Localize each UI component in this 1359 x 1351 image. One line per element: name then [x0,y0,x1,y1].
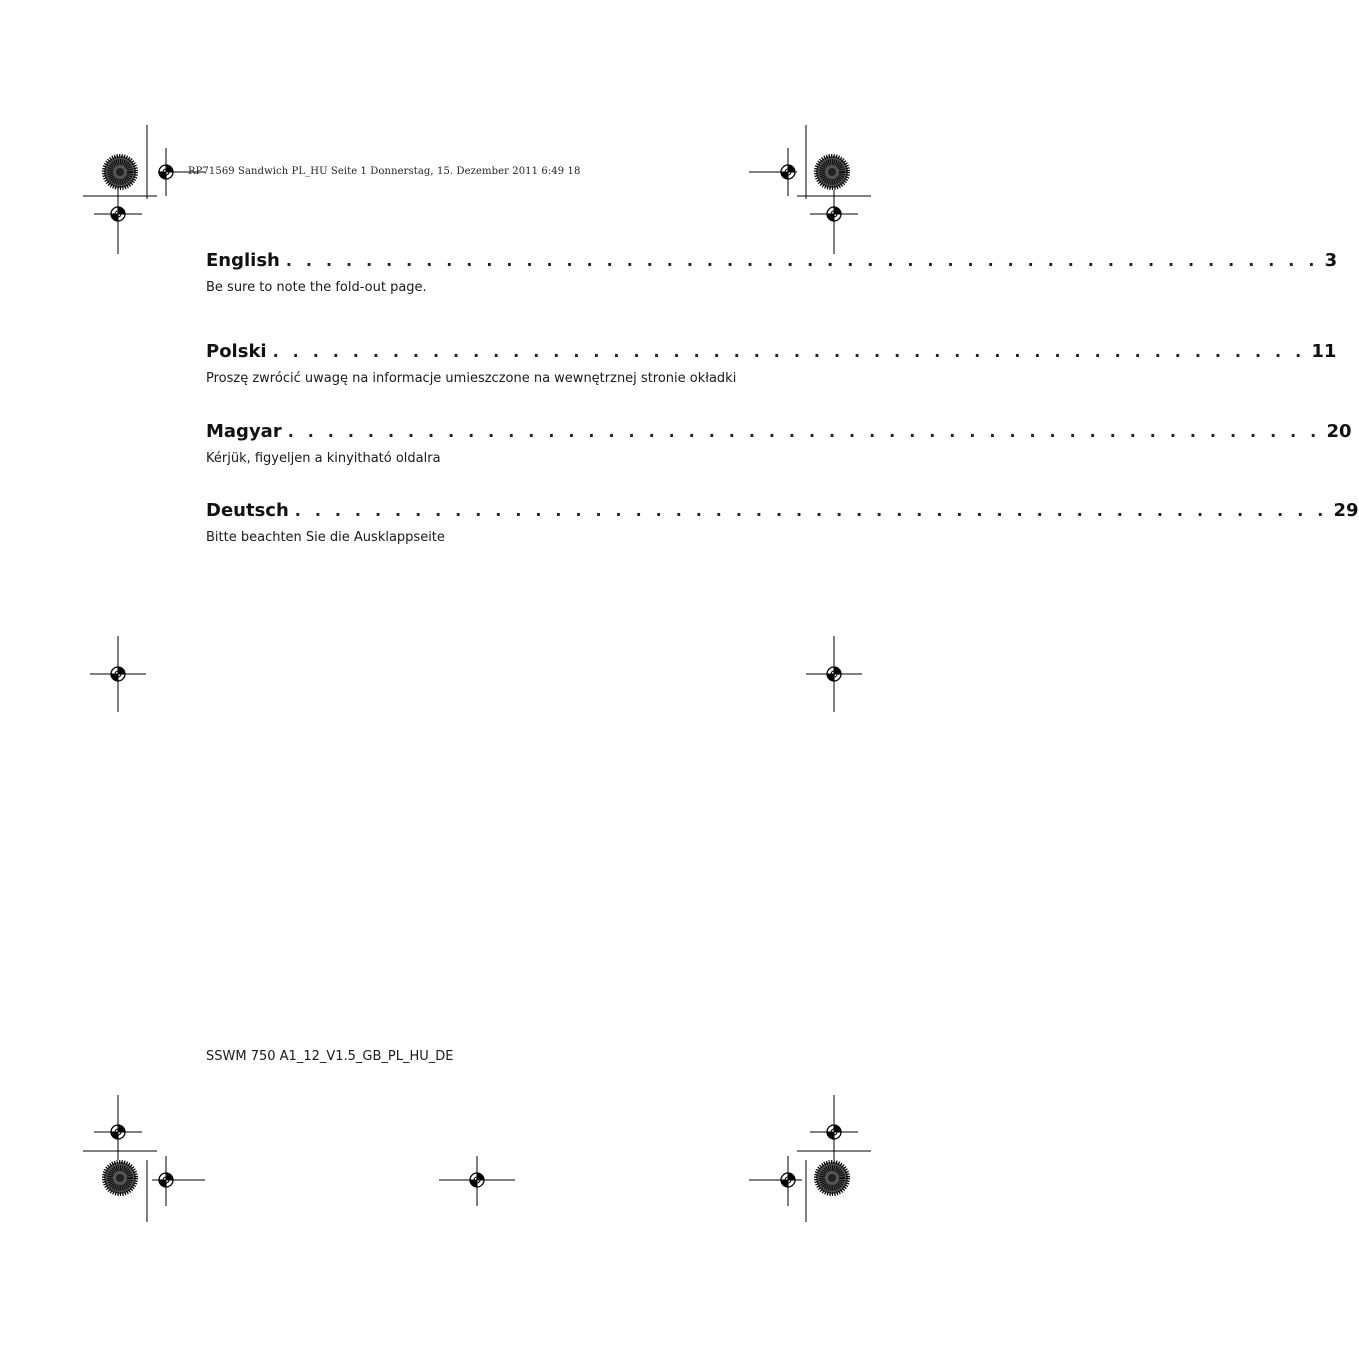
color-bar-star [816,1162,848,1194]
toc-page-number: 29 [1333,500,1359,521]
toc-language: English [206,250,280,271]
toc-leader-dots: . . . . . . . . . . . . . . . . . . . . . . . . . . . . . . . . . . . . . . . . . . . . . . . . . . . . [294,501,1328,520]
toc-entry-deutsch[interactable] [206,500,1359,545]
registration-mark [111,667,125,681]
color-bar-star [104,1162,136,1194]
registration-mark [827,207,841,221]
toc-page-number: 3 [1324,250,1338,271]
toc-note: Bitte beachten Sie die Ausklappseite [206,530,445,545]
registration-mark [111,207,125,221]
toc-note: Be sure to note the fold-out page. [206,280,427,295]
toc-note: Kérjük, figyeljen a kinyitható oldalra [206,451,441,466]
registration-mark [159,165,173,179]
color-bar-star [104,156,136,188]
toc-leader-dots: . . . . . . . . . . . . . . . . . . . . . . . . . . . . . . . . . . . . . . . . . . . . . . . . . . . . [285,251,1319,270]
document-code: SSWM 750 A1_12_V1.5_GB_PL_HU_DE [206,1049,454,1064]
toc-entry-polski[interactable] [206,341,1337,386]
color-bar-star [816,156,848,188]
print-slug-header: RP71569 Sandwich PL_HU Seite 1 Donnerstag, 15. Dezember 2011 6:49 18 [188,166,581,177]
toc-language: Magyar [206,421,282,442]
toc-leader-dots: . . . . . . . . . . . . . . . . . . . . . . . . . . . . . . . . . . . . . . . . . . . . . . . . . . . . [272,342,1306,361]
toc-page-number: 20 [1326,421,1352,442]
registration-mark [827,667,841,681]
registration-mark [781,1173,795,1187]
toc-entry-english[interactable] [206,250,1338,295]
registration-mark [827,1125,841,1139]
registration-mark [470,1173,484,1187]
registration-mark [111,1125,125,1139]
toc-page-number: 11 [1311,341,1337,362]
registration-mark [159,1173,173,1187]
toc-language: Deutsch [206,500,289,521]
toc-note: Proszę zwrócić uwagę na informacje umieszczone na wewnętrznej stronie okładki [206,371,737,386]
registration-mark [781,165,795,179]
toc-language: Polski [206,341,267,362]
toc-entry-magyar[interactable] [206,421,1352,466]
toc-leader-dots: . . . . . . . . . . . . . . . . . . . . . . . . . . . . . . . . . . . . . . . . . . . . . . . . . . . . [287,422,1321,441]
